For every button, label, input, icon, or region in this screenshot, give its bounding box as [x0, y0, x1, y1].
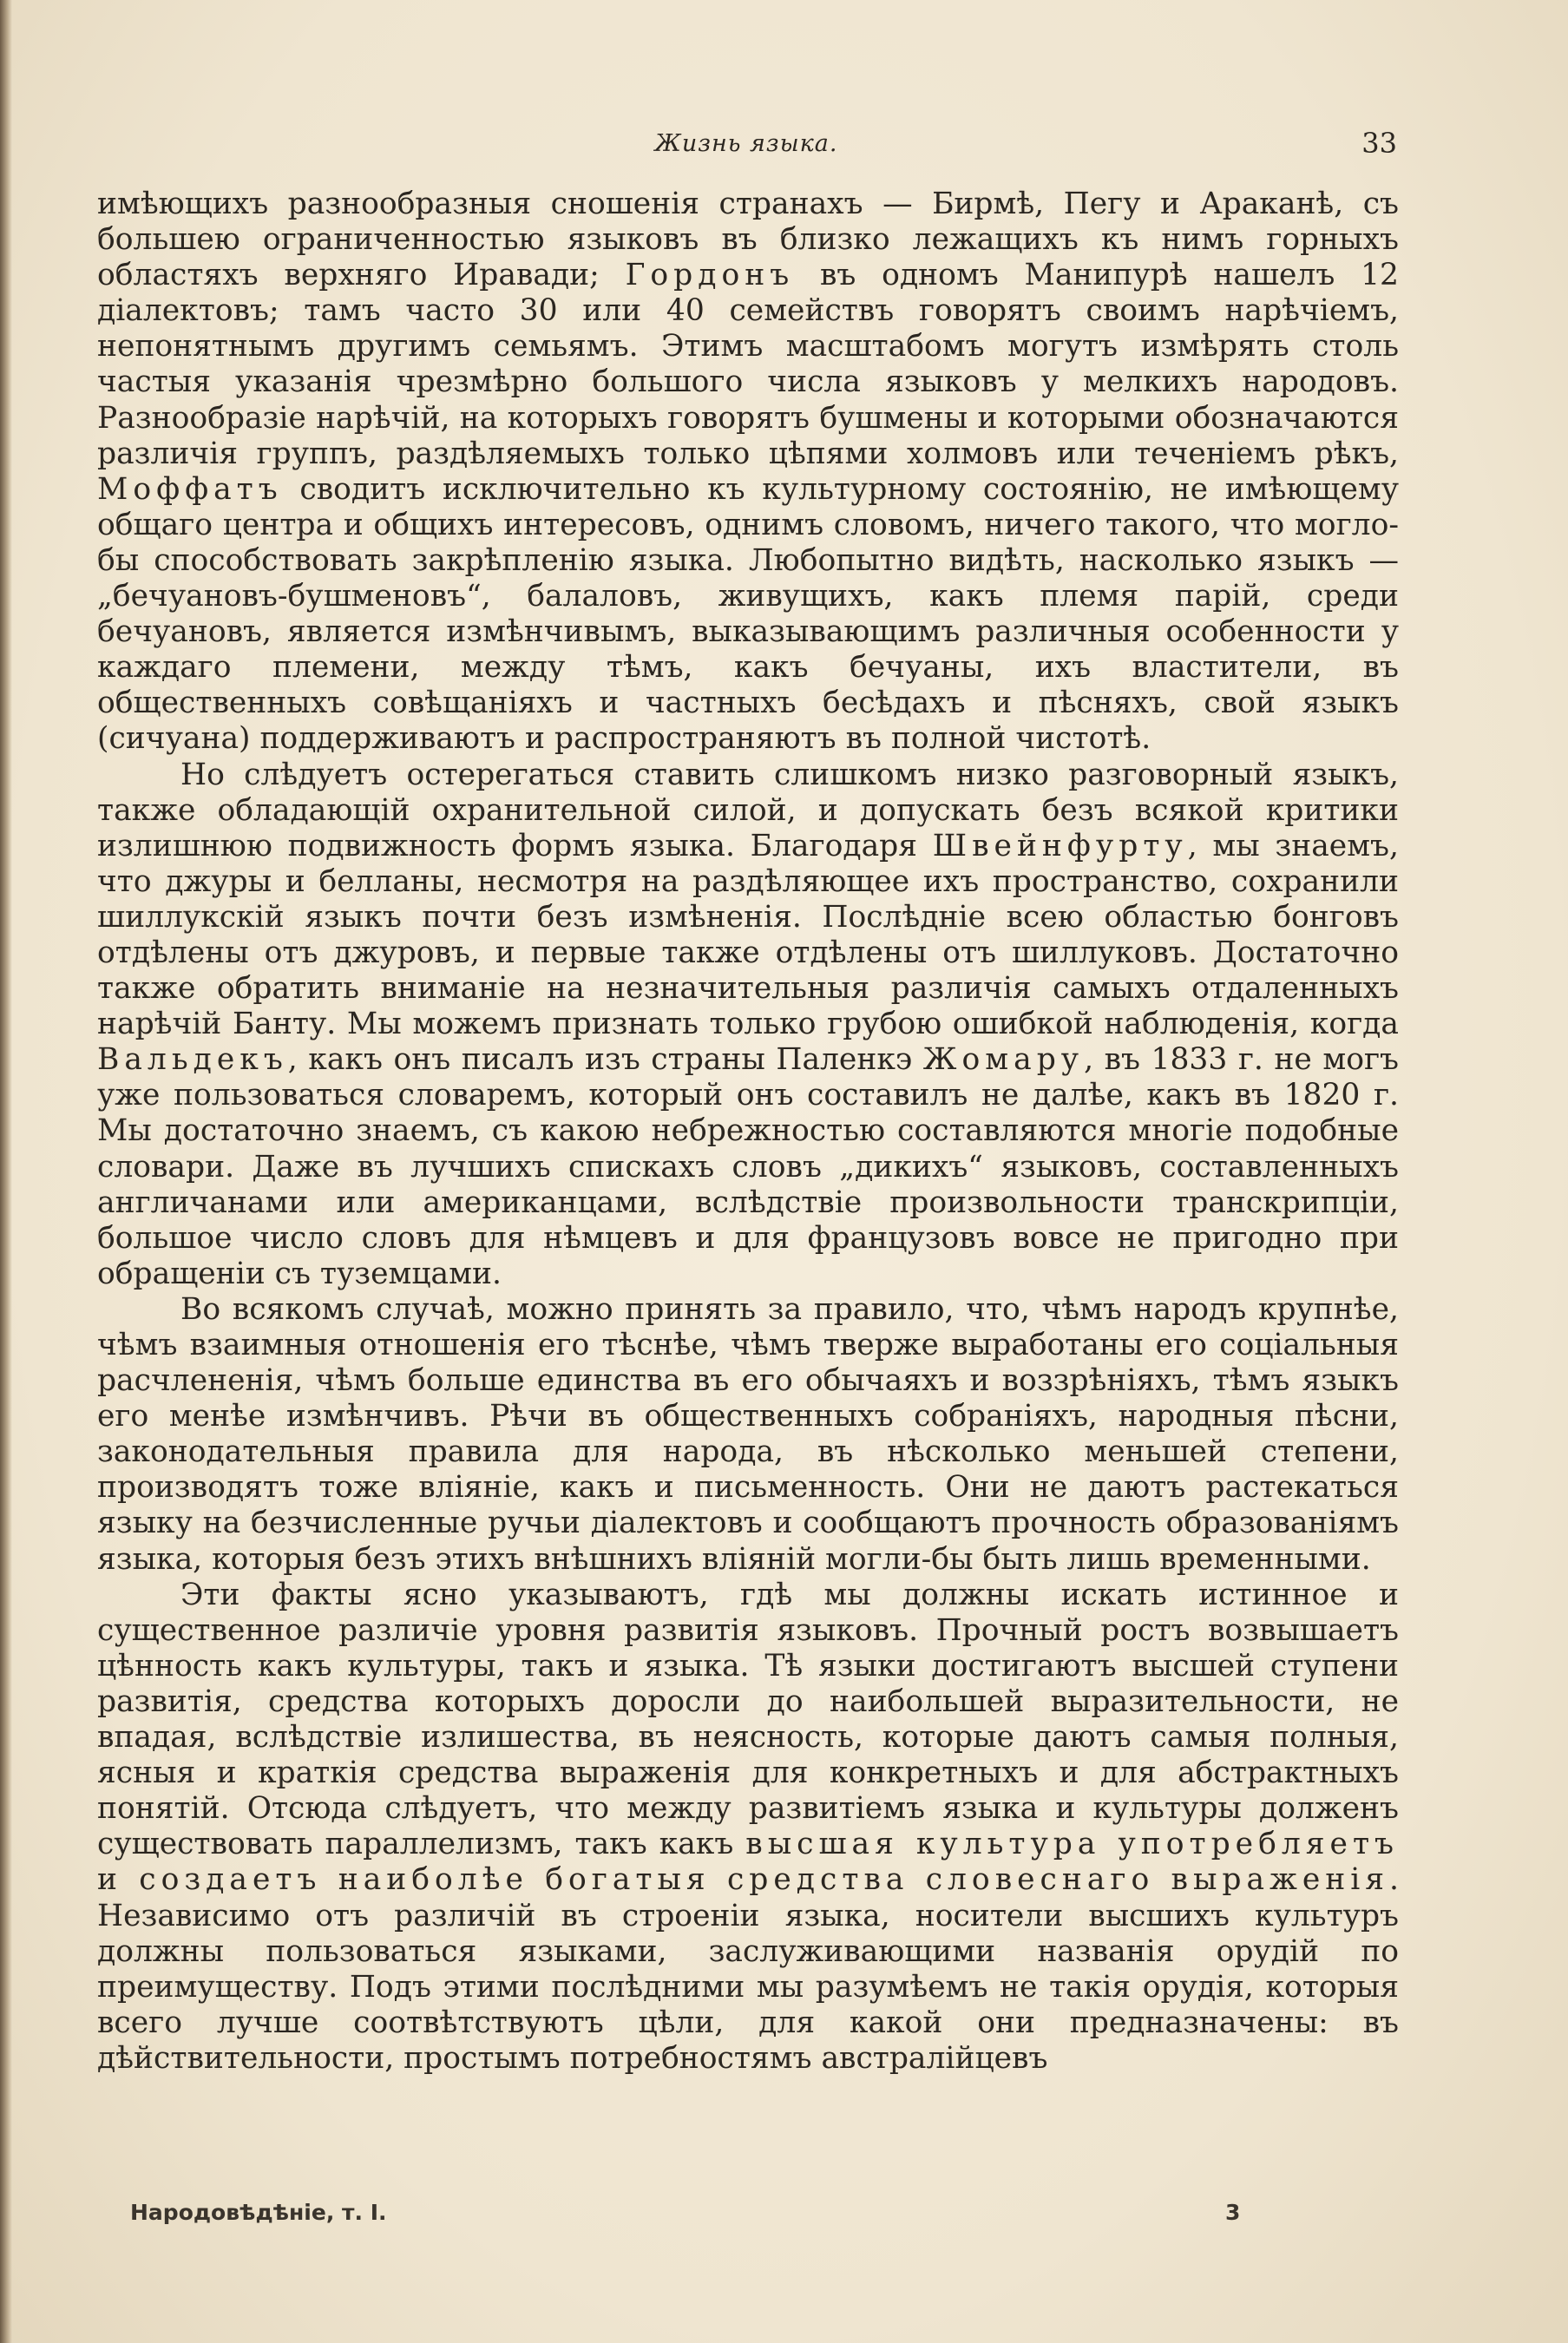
emphasized-spaced-text: Швейнфурту	[932, 828, 1188, 863]
paragraph	[97, 187, 1399, 758]
emphasized-spaced-text: высшая культура употребляетъ и создаетъ наиболѣе богатыя средства словеснаго выраженія	[97, 1827, 1399, 1898]
paragraph-text: имѣющихъ разнообразныя сношенія странахъ — Бирмѣ, Пегу и Араканѣ, съ большею ограниченностью языковъ въ близко лежащихъ къ нимъ горныхъ областяхъ верхняго Иравади;	[97, 187, 1399, 293]
paragraph-text: въ одномъ Манипурѣ нашелъ 12 діалектовъ; тамъ часто 30 или 40 семействъ говорятъ своимъ нарѣчіемъ, непонятнымъ другимъ семьямъ. Этимъ масштабомъ могутъ измѣрять столь частыя указанія чрезмѣрно большого числа языковъ у мелкихъ народовъ. Разнообразіе нарѣчій, на которыхъ говорятъ бушмены и которыми обозначаются различія группъ, раздѣляемыхъ только цѣпями холмовъ или теченіемъ рѣкъ,	[97, 258, 1399, 471]
paragraph-text: , въ 1833 г. не могъ уже пользоваться словаремъ, который онъ составилъ не далѣе, какъ въ 1820 г. Мы достаточно знаемъ, съ какою небрежностью составляются многіе подобные словари. Даже въ лучшихъ спискахъ словъ „дикихъ“ языковъ, составленныхъ англичанами или американцами, вслѣдствіе произвольности транскрипціи, большое число словъ для нѣмцевъ и для французовъ вовсе не пригодно при обращеніи съ туземцами.	[97, 1042, 1399, 1291]
paragraph	[97, 758, 1399, 1292]
paragraph	[97, 1292, 1399, 1578]
footer-signature-number: 3	[1225, 2200, 1241, 2225]
paragraph-text: . Независимо отъ различій въ строеніи языка, носители высшихъ культуръ должны пользоваться языками, заслуживающими названія орудій по преимуществу. Подъ этими послѣдними мы разумѣемъ не такія орудія, которыя всего лучше соотвѣтствуютъ цѣли, для какой они предназначены: въ дѣйствительности, простымъ потребностямъ австралійцевъ	[97, 1862, 1399, 2076]
page-number: 33	[1361, 127, 1397, 160]
page-footer	[130, 2200, 1258, 2235]
running-title: Жизнь языка.	[654, 130, 838, 157]
paragraph-text: Но слѣдуетъ остерегаться ставить слишкомъ низко разговорный языкъ, также обладающій охранительной силой, и допускать безъ всякой критики излишнюю подвижность формъ языка. Благодаря	[97, 757, 1399, 863]
paragraph-text: , какъ онъ писалъ изъ страны Паленкэ	[287, 1042, 923, 1078]
emphasized-spaced-text: Жомару	[922, 1042, 1085, 1078]
page-header	[95, 127, 1397, 165]
paragraph-text: , мы знаемъ, что джуры и белланы, несмотря на раздѣляющее ихъ пространство, сохранили шиллукскій языкъ почти безъ измѣненія. Послѣдніе всею областью бонговъ отдѣлены отъ джуровъ, и первые также отдѣлены отъ шиллуковъ. Достаточно также обратить вниманіе на незначительныя различія самыхъ отдаленныхъ нарѣчій Банту. Мы можемъ признать только грубою ошибкой наблюденія, когда	[97, 828, 1399, 1042]
paragraph-text: Эти факты ясно указываютъ, гдѣ мы должны искать истинное и существенное различіе уровня развитія языковъ. Прочный ростъ возвышаетъ цѣнность какъ культуры, такъ и языка. Тѣ языки достигаютъ высшей ступени развитія, средства которыхъ доросли до наибольшей выразительности, не впадая, вслѣдствіе излишества, въ неясность, которые даютъ самыя полныя, ясныя и краткія средства выраженія для конкретныхъ и для абстрактныхъ понятій. Отсюда слѣдуетъ, что между развитіемъ языка и культуры долженъ существовать параллелизмъ, такъ какъ	[97, 1577, 1399, 1862]
paragraph	[97, 1578, 1399, 2077]
emphasized-spaced-text: Вальдекъ	[97, 1042, 288, 1078]
footer-signature-title: Народовѣдѣніе, т. I.	[130, 2200, 387, 2225]
emphasized-spaced-text: Гордонъ	[625, 258, 795, 293]
emphasized-spaced-text: Моффатъ	[97, 471, 283, 507]
paragraph-text: сводитъ исключительно къ культурному состоянію, не имѣющему общаго центра и общихъ интересовъ, однимъ словомъ, ничего такого, что могло-бы способствовать закрѣпленію языка. Любопытно видѣть, насколько языкъ — „бечуановъ-бушменовъ“, балаловъ, живущихъ, какъ племя парій, среди бечуановъ, является измѣнчивымъ, выказывающимъ различныя особенности у каждаго племени, между тѣмъ, какъ бечуаны, ихъ властители, въ общественныхъ совѣщаніяхъ и частныхъ бесѣдахъ и пѣсняхъ, свой языкъ (сичуана) поддерживаютъ и распространяютъ въ полной чистотѣ.	[97, 471, 1399, 757]
body-text	[97, 187, 1399, 2077]
paragraph-text: Во всякомъ случаѣ, можно принять за правило, что, чѣмъ народъ крупнѣе, чѣмъ взаимныя отношенія его тѣснѣе, чѣмъ тверже выработаны его соціальныя расчлененія, чѣмъ больше единства въ его обычаяхъ и воззрѣніяхъ, тѣмъ языкъ его менѣе измѣнчивъ. Рѣчи въ общественныхъ собраніяхъ, народныя пѣсни, законодательныя правила для народа, въ нѣсколько меньшей степени, производятъ тоже вліяніе, какъ и письменность. Они не даютъ растекаться языку на безчисленные ручьи діалектовъ и сообщаютъ прочность образованіямъ языка, которыя безъ этихъ внѣшнихъ вліяній могли-бы быть лишь временными.	[97, 1291, 1399, 1577]
book-spine-shadow	[0, 0, 12, 2343]
